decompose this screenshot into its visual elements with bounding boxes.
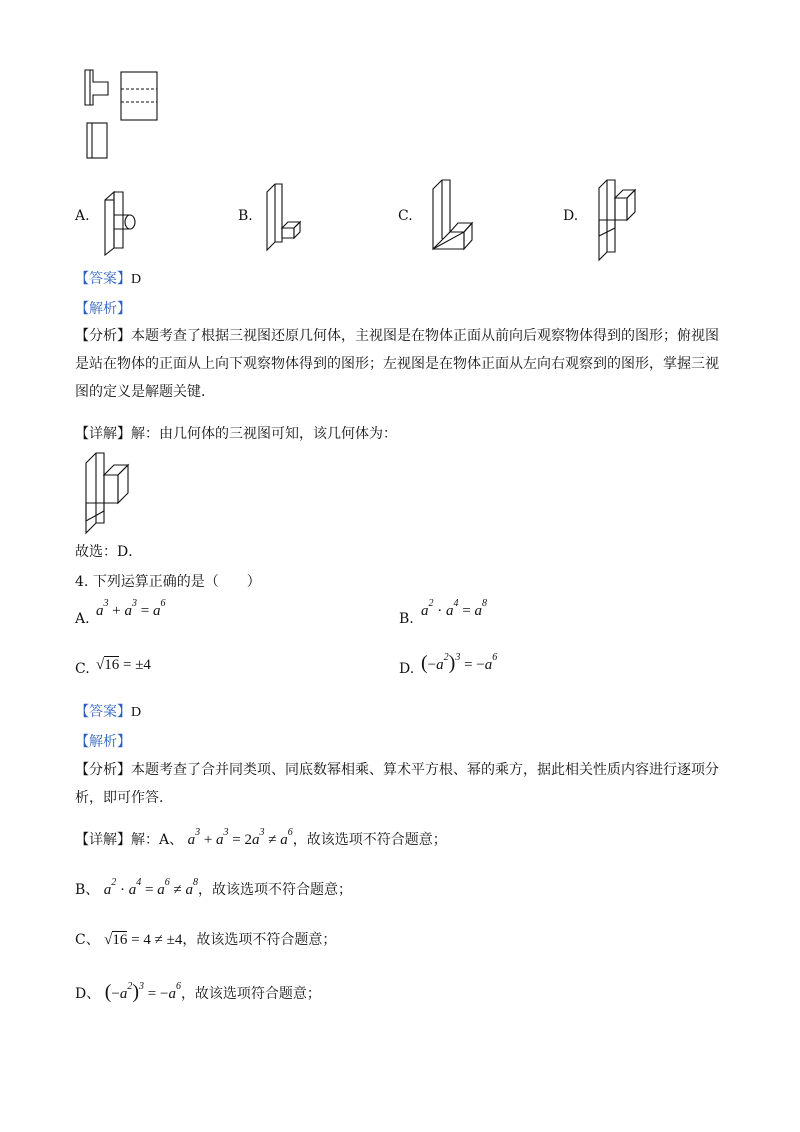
q3-xiangjie-text: 解：由几何体的三视图可知，该几何体为： [131, 426, 397, 442]
q3-xiangjie [75, 423, 397, 443]
q3-conclusion: 故选：D． [75, 544, 143, 560]
q4-number: 4. [75, 574, 89, 590]
q4-detail-b [75, 879, 352, 899]
q4-detail-a-formula: $a^3 + a^3 = 2a^3 \ne a^6$ [187, 827, 293, 848]
q4-detail-c-formula: √16 = 4 ≠ ±4 [104, 932, 183, 948]
q4-option-b-label[interactable]: B. [399, 611, 414, 627]
q3-option-a-label[interactable]: A. [75, 208, 90, 224]
q4-detail-b-formula: $a^2 \cdot a^4 = a^6 \ne a^8$ [103, 877, 198, 898]
q4-fenxi-tag: 【分析】 [75, 762, 131, 778]
q3-option-d-figure [593, 172, 653, 262]
q3-option-d-label[interactable]: D. [563, 208, 579, 224]
q4-option-b-formula: $a^2 \cdot a^4 = a^8$ [421, 598, 487, 619]
q3-solution-figure [80, 445, 150, 535]
q3-option-a-figure [100, 190, 150, 260]
q4-stem: 下列运算正确的是（ ） [92, 574, 261, 590]
q3-answer-tag: 【答案】 [75, 271, 131, 287]
q4-detail-d-formula: $(-a^2)^3 = -a^6$ [104, 981, 181, 1003]
q3-answer-line [75, 268, 141, 288]
q4-detail-d-suffix: ，故该选项符合题意； [180, 986, 321, 1002]
q4-detail-c-suffix: ，故该选项不符合题意； [182, 932, 337, 948]
q3-fenxi-text: 本题考查了根据三视图还原几何体，主视图是在物体正面从前向后观察物体得到的图形；俯视图是站在物体的正面从上向下观察物体得到的图形；左视图是在物体正面从左向右观察到的图形，掌握三视图的定义是解题关键. [75, 328, 719, 400]
q3-option-b-figure [262, 180, 312, 250]
q4-detail-d-prefix: D、 [75, 986, 101, 1002]
q4-fenxi [75, 756, 725, 812]
three-view-figure [80, 65, 180, 165]
q4-answer-tag: 【答案】 [75, 704, 131, 720]
q4-analysis-tag: 【解析】 [75, 734, 131, 750]
q4-option-a-label[interactable]: A. [75, 611, 90, 627]
q3-option-b-label[interactable]: B. [238, 208, 253, 224]
q3-fenxi-tag: 【分析】 [75, 328, 131, 344]
q4-fenxi-text: 本题考查了合并同类项、同底数幂相乘、算术平方根、幂的乘方，据此相关性质内容进行逐项分析，即可作答. [75, 762, 719, 806]
q4-option-c-formula: √16 = ±4 [96, 657, 151, 673]
q4-detail-a-suffix: ，故该选项不符合题意； [292, 832, 447, 848]
q3-analysis-tag: 【解析】 [75, 301, 131, 317]
q4-detail-a [75, 829, 447, 849]
q4-detail-b-suffix: ，故该选项不符合题意； [197, 882, 352, 898]
q4-detail-c [75, 929, 336, 949]
q4-xiangjie-tag: 【详解】 [75, 832, 131, 848]
q4-option-c-label[interactable]: C. [75, 661, 90, 677]
q4-stem-line [75, 571, 261, 591]
q4-detail-b-prefix: B、 [75, 882, 100, 898]
q3-answer: D [131, 272, 142, 287]
q4-option-d-formula: $(-a^2)^3 = -a^6$ [421, 652, 498, 674]
q4-answer: D [131, 705, 142, 720]
q4-answer-line [75, 701, 141, 721]
q4-xiangjie-intro: 解：A、 [131, 832, 184, 848]
q3-option-c-label[interactable]: C. [398, 208, 413, 224]
q4-option-a-formula: $a^3 + a^3 = a^6$ [96, 598, 166, 619]
q3-fenxi [75, 322, 725, 406]
q3-xiangjie-tag: 【详解】 [75, 426, 131, 442]
q4-detail-c-prefix: C、 [75, 932, 100, 948]
q3-option-c-figure [428, 177, 488, 257]
q4-detail-d [75, 981, 321, 1004]
q4-option-d-label[interactable]: D. [399, 661, 415, 677]
